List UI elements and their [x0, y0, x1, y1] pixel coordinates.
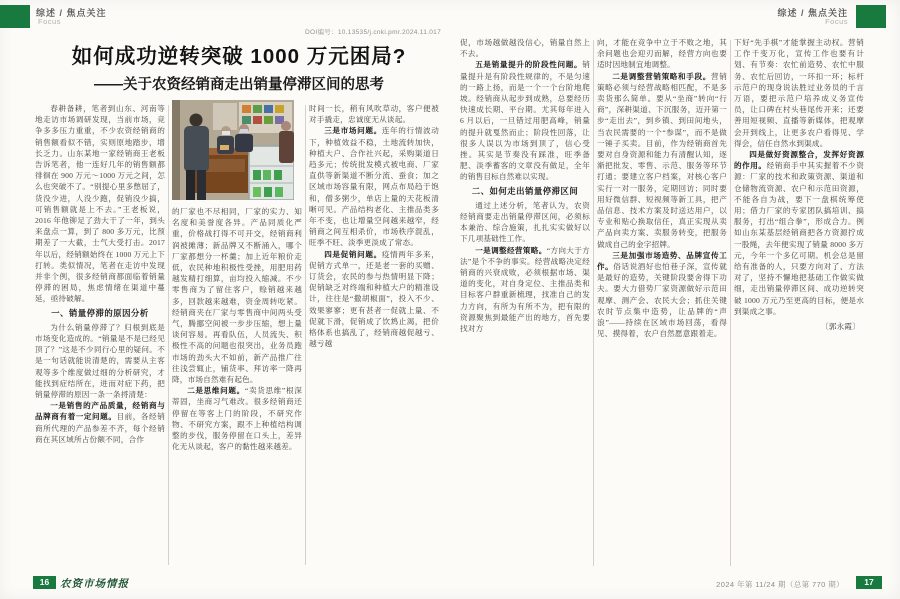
paragraph: 促，市场越做越没信心，销量自然上不去。	[460, 38, 590, 59]
column-rule	[305, 105, 306, 565]
left-page-column-1	[35, 103, 165, 568]
paragraph-text: “卖货思维”根深蒂固，坐商习气难改。很多经销商还停留在等客上门的阶段，不研究作物、不研究方案，跟不上种植结构调整的步伐，服务停留在口头上，差异化无从谈起，客户的黏性越来越差。	[172, 386, 302, 452]
section-label-en-right: Focus	[825, 17, 848, 26]
right-page-column-3	[734, 37, 864, 568]
run-in-heading-7: 二是调整营销策略和手段。	[612, 71, 711, 81]
page-number-left: 16	[33, 576, 56, 589]
article-photo	[172, 100, 294, 200]
paragraph-text: 销量提升是有阶段性规律的，不是匀速的一路上扬，而是一个一个台阶地爬坡。经销商从起步到成熟，总要经历快速成长期、平台期。尤其每年进入 6 月以后，一旦错过用肥高峰，销量的提升就戛然而止；阶段性回落，让很多人误以为市场到顶了，信心受挫。其实是节奏没有踩准，旺季备肥、淡季蓄客的文章没有做足，全年的销售目标自然难以实现。	[460, 60, 590, 182]
paragraph-text: 连年的行情波动下，种植效益不稳，土地流转加快，种植大户、合作社兴起，采购渠道日趋多元；传统批发模式被电商、厂家直供等新渠道不断分流、蚕食；加之区域市场容量有限，网点布局趋于饱和，僧多粥少，单店上量的天花板清晰可见。产品结构老化、主推品类多年不变，也让增量空间越来越窄，经销商之间互相杀价，市场秩序混乱，旺季不旺、淡季更淡成了常态。	[309, 126, 439, 248]
article-header	[35, 27, 443, 94]
run-in-heading-4: 四是促销问题。	[324, 249, 382, 259]
paragraph-text: 俗话说酒好也怕巷子深，宣传就是最好的造势，关键阶段要舍得下功夫。要大力借势厂家资源做好示范田观摩、测产会、农民大会；抓住关键农时节点集中造势，让品牌的“声浪”——持续在区域市场回荡，看得见、摸得着，农户自然愿意跟着走。	[597, 262, 727, 339]
right-page-column-1	[460, 37, 590, 568]
paragraph: 的厂家也不尽相同，厂家的实力、知名度和美誉度各异。产品同质化严重，价格战打得不可开交，经销商利润被摊薄；新品牌又不断涌入，哪个厂家都想分一杯羹；加上近年粮价走低，农民种地积极性受挫，用肥用药越发精打细算，亩均投入缩减。不少零售商为了留住客户，赊销越来越多，回款越来越难，资金周转吃紧。经销商夹在厂家与零售商中间两头受气，腾挪空间被一步步压缩，想上量谈何容易。再看队伍，人员流失、积极性不高的问题也很突出，业务员跑市场的劲头大不如前，新产品推广往往浅尝辄止，铺货率、拜访率一降再降，市场自然难有起色。	[172, 207, 302, 385]
paragraph	[597, 71, 727, 250]
section-label-right: 综述 / 焦点关注	[777, 8, 848, 18]
paragraph-text: 目前，各经销商所代理的产品参差不齐，每个经销商在其区域所占份额不同，合作	[35, 412, 165, 444]
right-page-column-2	[597, 37, 727, 568]
run-in-heading-9: 四是做好资源整合，发挥好资源的作用。	[734, 150, 864, 171]
page-number-right: 17	[856, 576, 882, 589]
paragraph	[734, 149, 864, 317]
doi-line: DOI编号：10.13535/j.cnki.pmr.2024.11.017	[305, 29, 441, 36]
paragraph-text: 疫情两年多来，促销方式单一，还是老一套的买赠、订货会，农民的参与热情明显下降；促销缺乏对终端和种植大户的精准设计，往往是“撒胡椒面”，投入不少、效果寥寥；更有甚者一促就上量、不促就下滑，促销成了饮鸩止渴，把价格体系也搞乱了，经销商越促越亏、越亏越	[309, 249, 439, 349]
column-rule	[593, 40, 594, 566]
run-in-heading-8: 三是加强市场造势、品牌宣传工作。	[597, 250, 727, 272]
paragraph: 春耕备耕，笔者到山东、河南等地走访市场调研发现，当前市场，竞争多多压力重重，不少农资经销商的销售额看似不错，实则原地踏步，增长乏力。山东某地一家经销商王老板告诉笔者，他一连好几年的销售额都徘徊在 900 万元～1000 万元之间，怎么也突破不了。“别提心里多憋屈了，货没少进，人没少跑，促销没少搞，可销售额就是上不去。”王老板说，2016 年他铆足了劲大干了一年，到头来盘点一算，到了 800 多万元，比预期差了一大截，士气大受打击。2017 年以后，经销额始终在 1000 万元上下打转。类似情况，笔者在走访中发现并非个例，很多经销商都面临着销量停滞的困局，焦虑情绪在渠道中蔓延，亟待破解。	[35, 104, 165, 304]
paragraph	[309, 249, 439, 350]
column-rule	[730, 40, 731, 566]
paragraph: 向，才能在竞争中立于不败之地，其余问题也会迎刃而解，经营方向也要适时因地制宜地调整。	[597, 38, 727, 70]
paragraph	[35, 400, 165, 445]
article-title: 如何成功逆转突破 1000 万元困局?	[71, 45, 407, 68]
issue-info: 2024 年第 11/24 期（总第 770 期）	[716, 580, 844, 589]
paragraph	[460, 59, 590, 182]
header-green-block-right	[856, 5, 886, 28]
magazine-name: 农资市场情报	[60, 579, 129, 590]
paragraph	[597, 250, 727, 340]
paragraph-text: 营销策略必须与经营战略相匹配，不是多卖货那么简单。要从“坐商”转向“行商”，深耕渠道、下沉服务，迈开第一步“走出去”，到乡镇、到田间地头，当农民需要的一个“参谋”，而不是做一锤子买卖。目前，作为经销商首先要对自身资源和能力有清醒认知，逐渐把批发、零售、示范、服务等环节打通；要建立客户档案，对核心客户实行一对一服务，定期回访；同时要用好微信群、短视频等新工具，把产品信息、技术方案及时送达用户，以专业和贴心换取信任，真正实现从卖产品向卖方案、卖服务转变，把服务做成自己的金字招牌。	[597, 71, 727, 249]
paragraph-text: 经销商手中其实握着不少资源：厂家的技术和政策资源、渠道和仓储物流资源、农户和示范田资源，不能各自为战，要下一盘棋统筹使用；借力厂家的专家团队搞培训、搞服务，打出“组合拳”，形成合力。例如山东某基层经销商把各方资源拧成一股绳，去年便实现了销量 8000 多万元，今年一个多亿可期。机会总是留给有准备的人，只要方向对了、方法对了，坚持不懈地把基础工作做实做细，走出销量停滞区间、成功逆转突破 1000 万元乃至更高的目标，便是水到渠成之事。	[734, 161, 864, 316]
paragraph: 时间一长，稍有风吹草动，客户便被对手撬走，忠诚度无从谈起。	[309, 104, 439, 125]
paragraph	[460, 245, 590, 335]
run-in-heading-2: 二是思维问题。	[187, 386, 245, 396]
run-in-heading-6: 一是调整经营策略。	[475, 245, 547, 255]
paragraph-text: “方向大于方法”是个不争的事实。经营战略决定经销商的兴衰成败，必须根据市场、渠道的变化，对自身定位、主推品类和目标客户群重新梳理，找准自己的发力方向，有所为有所不为，把有限的资源聚焦到最能产出的地方，首先要找对方	[460, 245, 590, 334]
paragraph: 下好“先手棋”才能掌握主动权。营销工作千变万化，宣传工作也要有计划、有节奏：农忙前造势、农忙中服务、农忙后回访，一环扣一环；标杆示范户的现身说法胜过业务员的千言万语，要把示范户培养成义务宣传员，让口碑在村头巷尾传开来；还要善用短视频、直播等新媒体，把观摩会开到线上，让更多农户看得见、学得会，信任自然水到渠成。	[734, 38, 864, 148]
run-in-heading-1: 一是销售的产品质量，经销商与品牌商有着一定问题。	[35, 401, 165, 422]
paragraph: 通过上述分析，笔者认为，农资经销商要走出销量停滞区间，必须标本兼治、综合施策，扎扎实实做好以下几项基础性工作。	[460, 200, 590, 244]
column-rule	[168, 105, 169, 565]
section-label-left: 综述 / 焦点关注	[36, 8, 107, 18]
section-heading-1: 一、销量停滞的原因分析	[51, 307, 149, 318]
paragraph	[309, 125, 439, 248]
paragraph	[172, 385, 302, 452]
header-green-block-left	[0, 5, 30, 28]
section-heading-2: 二、如何走出销量停滞区间	[471, 185, 579, 196]
left-page-column-2	[172, 100, 302, 568]
paragraph: 为什么销量停滞了？归根到底是市场变化造成的。“销量是不是已经见顶了？”这是不少同行心里的疑问。不是一句话就能说清楚的，需要从主客观等多个维度做过细的分析研究，才能找到症结所在，进而对症下药，把销量停滞的原因一条一条捋清楚：	[35, 322, 165, 400]
author-credit: 〔郭永霞〕	[821, 322, 860, 332]
run-in-heading-5: 五是销量提升的阶段性问题。	[475, 60, 583, 70]
section-label-en-left: Focus	[38, 17, 61, 26]
run-in-heading-3: 三是市场问题。	[324, 126, 382, 136]
article-subtitle: ——关于农资经销商走出销量停滞区间的思考	[94, 77, 384, 93]
left-page-column-3	[309, 103, 439, 568]
